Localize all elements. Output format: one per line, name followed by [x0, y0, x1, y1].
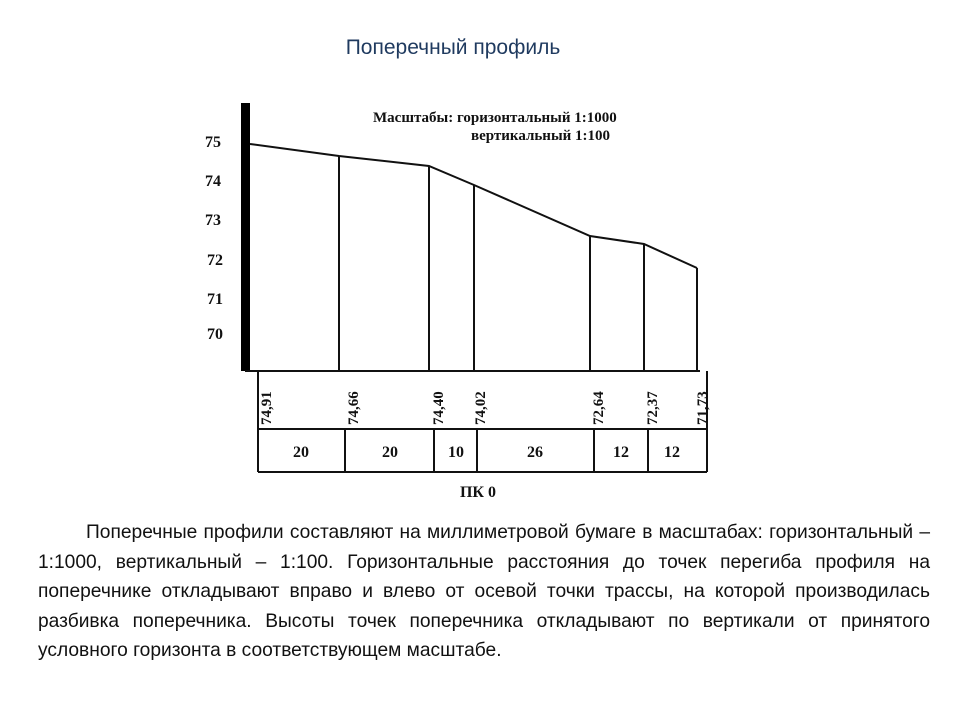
y-label-75: 75 — [205, 134, 221, 151]
distance-label: 20 — [382, 444, 398, 461]
y-label-72: 72 — [207, 252, 223, 269]
scale-label-horizontal: Масштабы: горизонтальный 1:1000 — [373, 110, 617, 126]
distance-label: 20 — [293, 444, 309, 461]
distance-label: 10 — [448, 444, 464, 461]
y-label-70: 70 — [207, 326, 223, 343]
elevation-label: 72,37 — [645, 391, 661, 425]
picket-label: ПК 0 — [459, 484, 497, 501]
distance-label: 12 — [613, 444, 629, 461]
elevation-label: 71,73 — [695, 391, 711, 425]
elevation-label: 74,40 — [431, 391, 447, 425]
y-label-73: 73 — [205, 212, 221, 229]
distance-label: 26 — [527, 444, 543, 461]
page-title: Поперечный профиль — [345, 36, 561, 59]
elevation-label: 72,64 — [591, 391, 607, 425]
vertical-axis-bar — [241, 103, 250, 371]
y-label-74: 74 — [205, 173, 221, 190]
distance-label: 12 — [664, 444, 680, 461]
elevation-label: 74,02 — [473, 391, 489, 425]
scale-label-vertical: вертикальный 1:100 — [471, 128, 611, 144]
elevation-label: 74,66 — [346, 391, 362, 425]
description-paragraph: Поперечные профили составляют на миллиметровой бумаге в масштабах: горизонтальный – 1:1000, вертикальный – 1:100. Горизонтальные расстояния до точек перегиба профиля на поперечнике откладывают вправо и влево от осевой точки трассы, на которой производилась разбивка поперечника. Высоты точек поперечника откладывают по вертикали от принятого условного горизонта в соответствующем масштабе. — [38, 522, 930, 661]
elevation-label: 74,91 — [259, 391, 275, 425]
y-label-71: 71 — [207, 291, 223, 308]
